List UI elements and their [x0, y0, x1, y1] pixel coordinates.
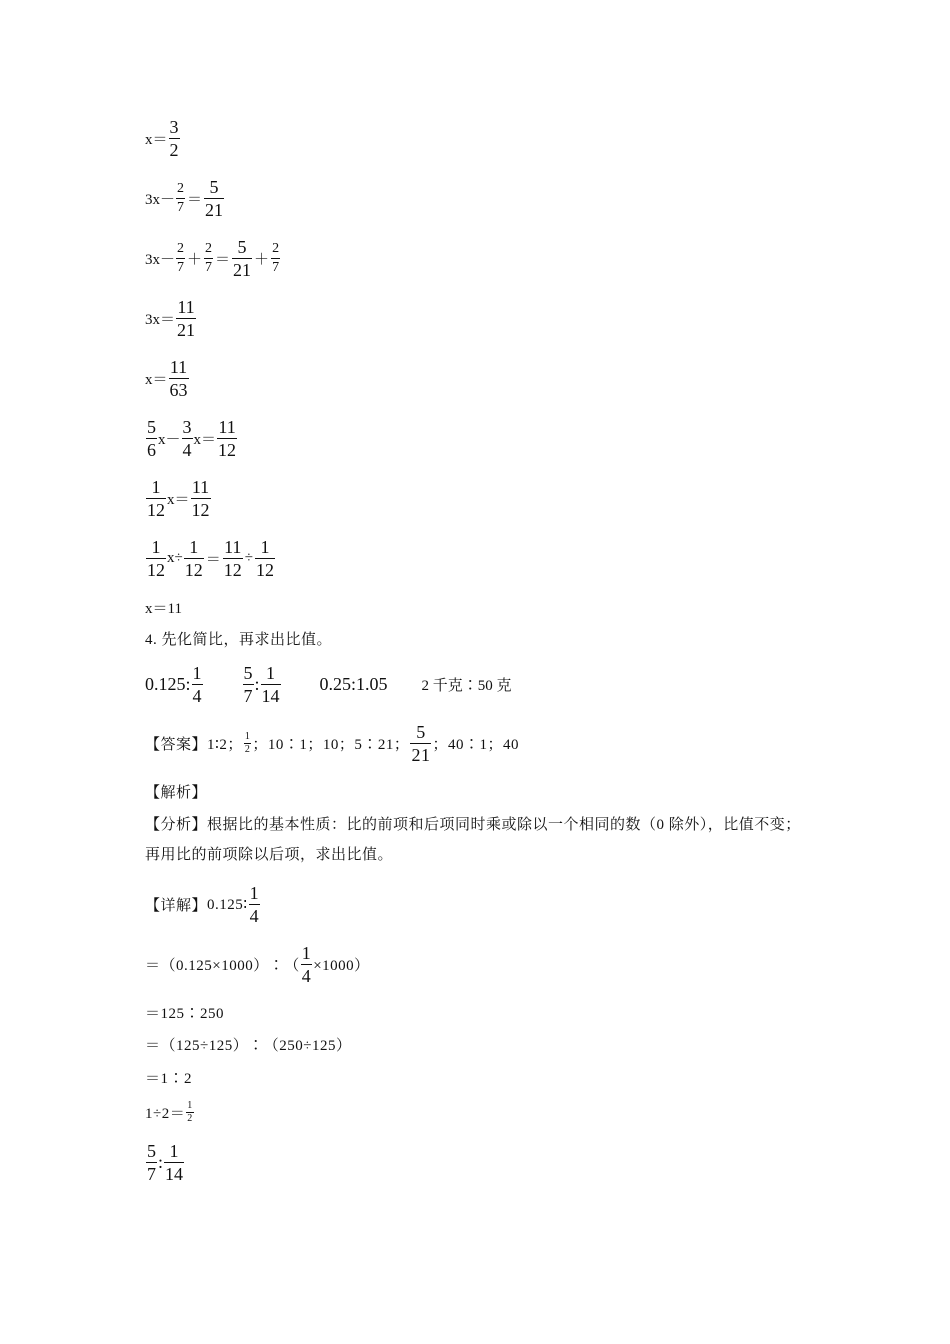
fraction: $\frac{1}{12}$	[147, 537, 165, 580]
detail-text: ×1000）	[313, 958, 370, 974]
detail-line-2	[145, 944, 370, 985]
detail-line-7	[145, 1142, 185, 1183]
detail-line-1	[145, 884, 261, 925]
fraction: $\frac{11}{63}$	[169, 357, 188, 400]
fraction: $\frac{3}{4}$	[182, 417, 192, 460]
eq-text: 3x＝	[145, 312, 176, 328]
fraction: $\frac{1}{12}$	[147, 477, 165, 520]
ratio-1	[145, 664, 204, 705]
ratio-colon: :	[185, 674, 191, 694]
fraction: $\frac{1}{2}$	[187, 1100, 193, 1124]
fraction: $\frac{5}{7}$	[243, 663, 253, 706]
equation-line-7	[145, 478, 212, 519]
detail-text: ＝（125÷125）∶（250÷125）	[145, 1038, 352, 1054]
eq-text: ＝	[205, 552, 221, 568]
detail-text: 0.125∶	[207, 897, 248, 913]
eq-text: x＝	[193, 432, 217, 448]
fraction: $\frac{11}{12}$	[223, 537, 242, 580]
detail-text: ＝（0.125×1000）∶（	[145, 958, 300, 974]
eq-text: 3x－	[145, 192, 176, 208]
ratio-text: 0.125	[145, 674, 186, 694]
answer-text: 1∶2；	[207, 737, 243, 753]
fraction: $\frac{2}{7}$	[205, 241, 213, 275]
fraction: $\frac{1}{4}$	[249, 883, 260, 926]
fraction: $\frac{1}{4}$	[192, 663, 202, 706]
equation-line-2	[145, 178, 225, 219]
fraction: $\frac{2}{7}$	[177, 181, 185, 215]
eq-text: ÷	[244, 550, 253, 566]
fraction: $\frac{5}{21}$	[411, 722, 431, 765]
fraction: $\frac{3}{2}$	[169, 117, 179, 160]
analysis-text: 【分析】根据比的基本性质：比的前项和后项同时乘或除以一个相同的数（0 除外），比值不变；再用比的前项除以后项，求出比值。	[145, 817, 801, 863]
ratio-colon: :	[254, 674, 260, 694]
fraction: $\frac{1}{12}$	[255, 537, 274, 580]
eq-text: x÷	[167, 550, 183, 566]
fraction: $\frac{11}{12}$	[218, 417, 237, 460]
equation-line-3	[145, 238, 281, 279]
ratio-4: 2 千克∶50 克	[421, 678, 512, 694]
equation-line-9	[145, 597, 182, 618]
fraction: $\frac{1}{12}$	[184, 537, 203, 580]
fraction: $\frac{1}{2}$	[244, 731, 251, 755]
fraction: $\frac{11}{12}$	[191, 477, 210, 520]
fraction: $\frac{1}{14}$	[165, 1141, 184, 1184]
answer-line	[145, 723, 519, 764]
equation-line-8	[145, 538, 276, 579]
detail-text: ＝1∶2	[145, 1071, 193, 1087]
fraction: $\frac{5}{6}$	[147, 417, 156, 460]
detail-line-3	[145, 1002, 224, 1023]
eq-text: ＝	[215, 252, 231, 268]
eq-text: ＝	[187, 192, 203, 208]
detail-line-5	[145, 1067, 192, 1088]
detail-line-6	[145, 1101, 195, 1124]
detail-line-4	[145, 1034, 351, 1055]
equation-line-1	[145, 118, 181, 159]
fraction: $\frac{11}{21}$	[177, 297, 196, 340]
eq-text: 3x－	[145, 252, 176, 268]
eq-text: x＝	[145, 372, 168, 388]
eq-text: x－	[158, 432, 181, 448]
eq-text: x＝	[145, 132, 168, 148]
answer-text: ；10∶1；10；5∶21；	[252, 737, 410, 753]
ratio-3: 0.25:1.05	[319, 674, 388, 694]
detail-text: ＝125∶250	[145, 1006, 225, 1022]
detail-text: 1÷2＝	[145, 1106, 186, 1122]
fraction: $\frac{5}{21}$	[233, 237, 252, 280]
equation-line-5	[145, 358, 190, 399]
detail-label: 【详解】	[145, 898, 208, 914]
fraction: $\frac{1}{14}$	[261, 663, 280, 706]
question-ratios	[145, 664, 512, 705]
answer-label: 【答案】	[145, 737, 208, 753]
fraction: $\frac{1}{4}$	[301, 943, 312, 986]
eq-text: x＝	[167, 492, 190, 508]
fraction: $\frac{5}{21}$	[205, 177, 224, 220]
analysis-label: 【解析】	[145, 785, 208, 801]
question-title	[145, 628, 332, 649]
equation-line-4	[145, 298, 197, 339]
eq-text: ＋	[187, 252, 203, 268]
fraction: $\frac{2}{7}$	[177, 241, 185, 275]
eq-text: x＝11	[145, 601, 182, 617]
fraction: $\frac{2}{7}$	[272, 241, 280, 275]
eq-text: ＋	[254, 252, 270, 268]
answer-text: ；40∶1；40	[432, 737, 519, 753]
fraction: $\frac{5}{7}$	[147, 1141, 156, 1184]
ratio-2	[242, 664, 282, 705]
equation-line-6	[145, 418, 238, 459]
ratio-colon: :	[158, 1152, 164, 1172]
question-title-text: 4. 先化简比，再求出比值。	[145, 632, 333, 648]
